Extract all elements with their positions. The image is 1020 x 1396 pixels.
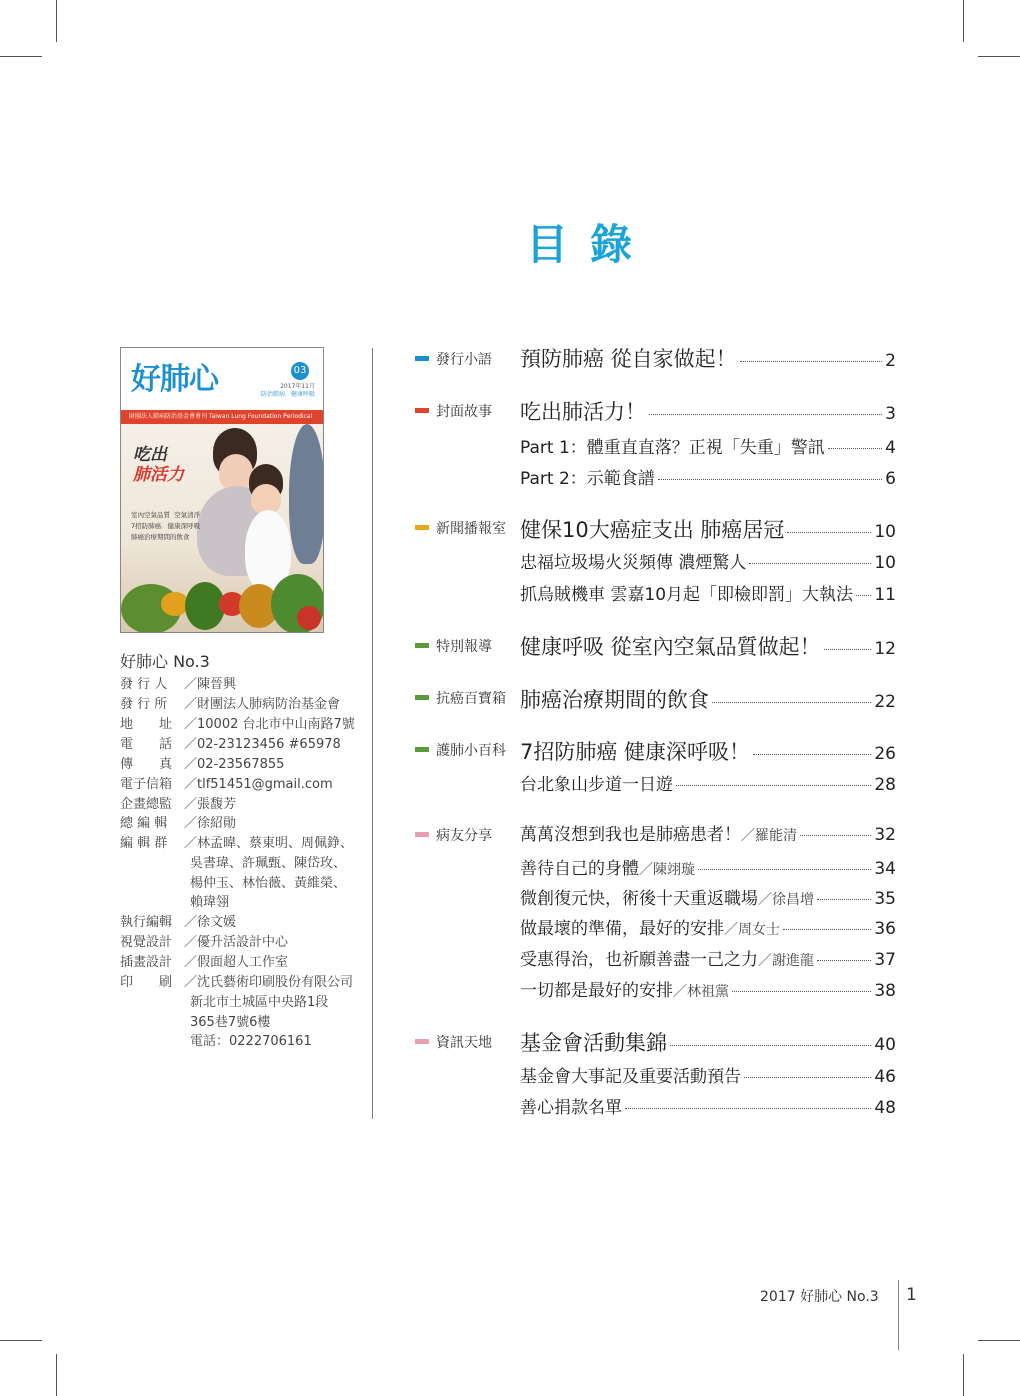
crop-mark bbox=[978, 56, 1020, 57]
section-color-marker bbox=[415, 1039, 429, 1044]
toc-entry[interactable] bbox=[520, 914, 896, 939]
toc-dot-leader bbox=[787, 532, 871, 533]
toc-dot-leader bbox=[856, 595, 871, 596]
page-title: 目錄 bbox=[525, 220, 654, 269]
section-label: 封面故事 bbox=[436, 404, 492, 420]
toc-entry-page: 34 bbox=[874, 859, 896, 879]
page-number: 1 bbox=[906, 1285, 917, 1305]
footer-text: 2017 好肺心 No.3 bbox=[760, 1289, 879, 1305]
section-label: 特別報導 bbox=[436, 639, 492, 655]
section-color-marker bbox=[415, 747, 429, 752]
colophon-row bbox=[120, 935, 288, 951]
toc-entry-title: 微創復元快，術後十天重返職場 bbox=[520, 889, 758, 909]
crop-mark bbox=[56, 0, 57, 42]
toc-entry-author: ／林祖黨 bbox=[673, 984, 729, 1000]
section-color-marker bbox=[415, 695, 429, 700]
crop-mark bbox=[0, 1340, 42, 1341]
colophon-row bbox=[120, 955, 288, 971]
colophon-value: ／陳晉興 bbox=[184, 677, 237, 692]
colophon-label: 傳 真 bbox=[120, 757, 173, 772]
colophon-value: ／徐文媛 bbox=[184, 915, 237, 930]
colophon-label: 總 編 輯 bbox=[120, 816, 168, 831]
toc-entry-title: 健保10大癌症支出 肺癌居冠 bbox=[520, 518, 785, 542]
colophon-label: 插畫設計 bbox=[120, 955, 173, 970]
cover-thumbnail bbox=[120, 347, 324, 633]
toc-entry[interactable] bbox=[520, 464, 896, 489]
toc-entry-title: 7招防肺癌 健康深呼吸！ bbox=[520, 740, 751, 764]
section-label: 資訊天地 bbox=[436, 1035, 492, 1051]
cover-headline-line2: 肺活力 bbox=[133, 465, 184, 485]
toc-entry-title: 忠福垃圾場火災頻傳 濃煙驚人 bbox=[520, 553, 747, 573]
section-label: 發行小語 bbox=[436, 352, 492, 368]
crop-mark bbox=[963, 1354, 964, 1396]
toc-entry-page: 6 bbox=[885, 469, 896, 489]
toc-entry[interactable] bbox=[520, 884, 896, 909]
toc-dot-leader bbox=[740, 361, 882, 362]
toc-entry-title: 受惠得治，也祈願善盡一己之力 bbox=[520, 950, 758, 970]
colophon-printer-continued: 365巷7號6樓 bbox=[190, 1015, 271, 1030]
colophon-row bbox=[120, 717, 355, 733]
toc-dot-leader bbox=[732, 991, 871, 992]
toc-entry-page: 12 bbox=[874, 639, 896, 659]
toc-entry-page: 10 bbox=[874, 553, 896, 573]
colophon-label: 發 行 所 bbox=[120, 697, 168, 712]
toc-entry-page: 2 bbox=[885, 351, 896, 371]
toc-entry-author: ／陳翊璇 bbox=[639, 862, 695, 878]
toc-dot-leader bbox=[658, 479, 882, 480]
colophon-label: 電子信箱 bbox=[120, 777, 173, 792]
toc-entry-title: 基金會大事記及重要活動預告 bbox=[520, 1067, 741, 1087]
colophon-value: ／優升活設計中心 bbox=[184, 935, 289, 950]
colophon-printer-continued: 新北市土城區中央路1段 bbox=[190, 995, 329, 1010]
colophon-row bbox=[120, 737, 341, 753]
vegetable bbox=[297, 606, 321, 630]
colophon-row bbox=[120, 777, 333, 793]
toc-entry-title: 善待自己的身體 bbox=[520, 859, 639, 879]
colophon-label: 電 話 bbox=[120, 737, 173, 752]
colophon-row bbox=[120, 975, 353, 991]
toc-entry-page: 3 bbox=[885, 404, 896, 424]
colophon-editors-continued: 楊仲玉、林怡薇、黃維榮、 bbox=[190, 876, 347, 891]
toc-dot-leader bbox=[753, 754, 871, 755]
colophon-value: ／沈氏藝術印刷股份有限公司 bbox=[184, 975, 354, 990]
cover-headline-line1: 吃出 bbox=[133, 445, 167, 465]
toc-dot-leader bbox=[824, 649, 872, 650]
toc-entry-page: 32 bbox=[874, 825, 896, 845]
toc-entry[interactable] bbox=[520, 514, 896, 544]
cover-headline bbox=[133, 445, 184, 485]
toc-entry-page: 46 bbox=[874, 1067, 896, 1087]
colophon-label: 發 行 人 bbox=[120, 677, 168, 692]
toc-entry[interactable] bbox=[520, 976, 896, 1001]
colophon-row bbox=[120, 677, 236, 693]
toc-entry-page: 36 bbox=[874, 919, 896, 939]
toc-entry-page: 26 bbox=[874, 744, 896, 764]
cover-issue-badge: 03 bbox=[291, 362, 309, 380]
toc-entry[interactable] bbox=[520, 631, 896, 661]
toc-entry[interactable] bbox=[520, 1027, 896, 1057]
footer-divider bbox=[898, 1280, 899, 1350]
section-color-marker bbox=[415, 525, 429, 530]
colophon-label: 視覺設計 bbox=[120, 935, 173, 950]
section-color-marker bbox=[415, 832, 429, 837]
toc-entry-page: 37 bbox=[874, 950, 896, 970]
toc-entry[interactable] bbox=[520, 945, 896, 970]
toc-entry[interactable] bbox=[520, 770, 896, 795]
toc-entry[interactable] bbox=[520, 684, 896, 714]
toc-entry[interactable] bbox=[520, 343, 896, 373]
cover-slogan: 防治肺病．健康呼吸 bbox=[260, 391, 315, 398]
toc-entry[interactable] bbox=[520, 820, 896, 845]
toc-dot-leader bbox=[625, 1108, 871, 1109]
crop-mark bbox=[978, 1340, 1020, 1341]
colophon-value: ／10002 台北市中山南路7號 bbox=[184, 717, 355, 732]
toc-entry-page: 40 bbox=[874, 1035, 896, 1055]
toc-entry-author: ／謝進龍 bbox=[758, 953, 814, 969]
column-divider bbox=[372, 348, 373, 1119]
toc-dot-leader bbox=[676, 785, 871, 786]
toc-entry-title: 預防肺癌 從自家做起！ bbox=[520, 347, 737, 371]
colophon-label: 地 址 bbox=[120, 717, 173, 732]
toc-entry[interactable] bbox=[520, 1093, 896, 1118]
cover-person bbox=[289, 424, 324, 564]
cover-logo: 好肺心 bbox=[131, 362, 218, 397]
toc-entry-title: 基金會活動集錦 bbox=[520, 1031, 667, 1055]
crop-mark bbox=[0, 56, 42, 57]
toc-entry-title: 萬萬沒想到我也是肺癌患者！ bbox=[520, 825, 741, 845]
colophon-editors-continued: 吳書瑋、許珮甄、陳岱玫、 bbox=[190, 856, 347, 871]
toc-entry-title: 吃出肺活力！ bbox=[520, 400, 646, 424]
toc-entry[interactable] bbox=[520, 433, 896, 458]
toc-dot-leader bbox=[744, 1077, 871, 1078]
toc-entry-title: 做最壞的準備，最好的安排 bbox=[520, 919, 724, 939]
toc-entry[interactable] bbox=[520, 854, 896, 879]
section-color-marker bbox=[415, 356, 429, 361]
toc-entry-author: ／羅能清 bbox=[741, 828, 797, 844]
crop-mark bbox=[56, 1354, 57, 1396]
colophon-label: 印 刷 bbox=[120, 975, 173, 990]
section-color-marker bbox=[415, 643, 429, 648]
toc-entry-title: 台北象山步道一日遊 bbox=[520, 775, 673, 795]
toc-entry[interactable] bbox=[520, 1062, 896, 1087]
colophon-value: ／tlf51451@gmail.com bbox=[184, 777, 333, 792]
crop-mark bbox=[963, 0, 964, 42]
toc-dot-leader bbox=[817, 960, 871, 961]
toc-entry-page: 48 bbox=[874, 1098, 896, 1118]
toc-entry-author: ／周女士 bbox=[724, 922, 780, 938]
toc-dot-leader bbox=[670, 1045, 871, 1046]
cover-date: 2017年11月 bbox=[280, 383, 315, 390]
colophon-row bbox=[120, 816, 236, 832]
toc-entry[interactable] bbox=[520, 580, 896, 605]
toc-entry-title: 健康呼吸 從室內空氣品質做起！ bbox=[520, 635, 821, 659]
section-label: 新聞播報室 bbox=[436, 521, 506, 537]
colophon-value: ／徐紹勛 bbox=[184, 816, 237, 831]
toc-entry[interactable] bbox=[520, 736, 896, 766]
toc-entry-author: ／徐昌增 bbox=[758, 892, 814, 908]
colophon-value: ／張馥芳 bbox=[184, 797, 237, 812]
toc-dot-leader bbox=[698, 869, 871, 870]
colophon-value: ／財團法人肺病防治基金會 bbox=[184, 697, 341, 712]
toc-entry-page: 35 bbox=[874, 889, 896, 909]
toc-entry-page: 10 bbox=[874, 522, 896, 542]
colophon-label: 執行編輯 bbox=[120, 915, 173, 930]
cover-band: 財團法人肺病防治基金會會刊 Taiwan Lung Foundation Periodical bbox=[121, 410, 323, 424]
toc-entry[interactable] bbox=[520, 396, 896, 426]
toc-entry-title: 肺癌治療期間的飲食 bbox=[520, 688, 709, 712]
colophon-editors-continued: 賴瑋翎 bbox=[190, 895, 230, 910]
toc-dot-leader bbox=[800, 835, 871, 836]
toc-dot-leader bbox=[749, 563, 871, 564]
cover-subtitle: 室內空氣品質 空氣清淨 7招防肺癌．健康深呼吸 肺癌治療期間的飲食 bbox=[131, 511, 201, 541]
toc-entry-page: 38 bbox=[874, 981, 896, 1001]
colophon-row bbox=[120, 915, 236, 931]
toc-entry-title: Part 1：體重直直落？正視「失重」警訊 bbox=[520, 438, 825, 458]
toc-entry-page: 22 bbox=[874, 692, 896, 712]
section-label: 護肺小百科 bbox=[436, 743, 506, 759]
section-color-marker bbox=[415, 408, 429, 413]
cover-person bbox=[219, 454, 253, 490]
toc-entry-title: 抓烏賊機車 雲嘉10月起「即檢即罰」大執法 bbox=[520, 585, 854, 605]
colophon-printer-continued: 電話：0222706161 bbox=[190, 1034, 312, 1049]
colophon-value: ／林孟暐、蔡東明、周佩錚、 bbox=[184, 836, 354, 851]
section-label: 病友分享 bbox=[436, 828, 492, 844]
colophon-row bbox=[120, 757, 284, 773]
toc-dot-leader bbox=[817, 899, 871, 900]
toc-dot-leader bbox=[649, 414, 882, 415]
toc-dot-leader bbox=[712, 702, 871, 703]
colophon-title: 好肺心 No.3 bbox=[120, 652, 210, 671]
toc-entry-title: 一切都是最好的安排 bbox=[520, 981, 673, 1001]
toc-entry[interactable] bbox=[520, 548, 896, 573]
toc-entry-page: 11 bbox=[874, 585, 896, 605]
toc-entry-title: 善心捐款名單 bbox=[520, 1098, 622, 1118]
colophon-value: ／02-23123456 #65978 bbox=[184, 737, 341, 752]
colophon-value: ／02-23567855 bbox=[184, 757, 285, 772]
colophon-row bbox=[120, 697, 340, 713]
colophon-row bbox=[120, 797, 236, 813]
toc-entry-title: Part 2：示範食譜 bbox=[520, 469, 655, 489]
toc-dot-leader bbox=[828, 448, 882, 449]
section-label: 抗癌百寶箱 bbox=[436, 691, 506, 707]
toc-dot-leader bbox=[783, 929, 871, 930]
colophon-value: ／假面超人工作室 bbox=[184, 955, 289, 970]
colophon-label: 企畫總監 bbox=[120, 797, 173, 812]
toc-entry-page: 28 bbox=[874, 775, 896, 795]
colophon-label: 編 輯 群 bbox=[120, 836, 168, 851]
toc-entry-page: 4 bbox=[885, 438, 896, 458]
colophon-row bbox=[120, 836, 353, 852]
